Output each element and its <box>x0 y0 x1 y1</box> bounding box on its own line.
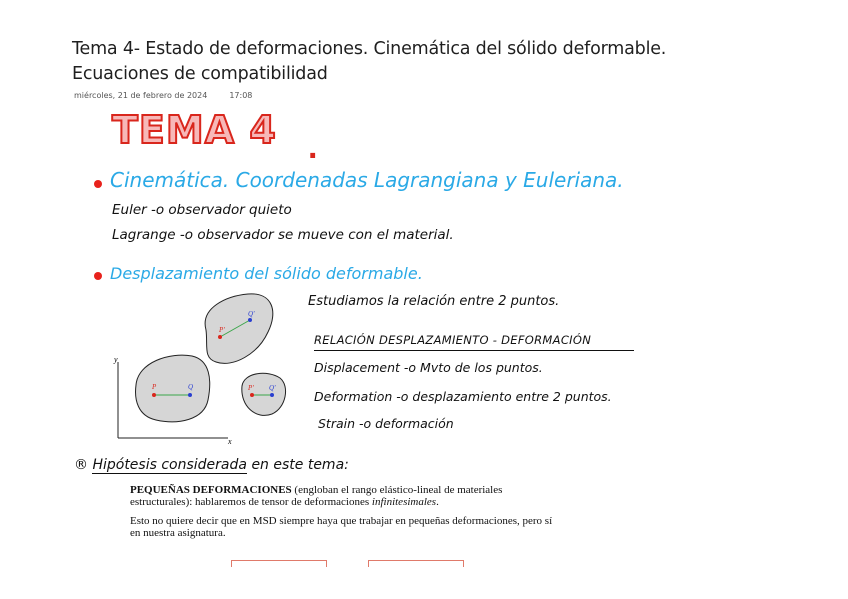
point-q-deformed-label: Q' <box>248 310 255 318</box>
page-title-line1: Tema 4- Estado de deformaciones. Cinemática del sólido deformable. <box>72 39 667 59</box>
page-title <box>72 37 666 87</box>
tema-heading-dot: . <box>308 128 318 166</box>
clip-para1-italic: infinitesimales <box>371 496 437 508</box>
point-q-prime-label: Q' <box>269 384 276 392</box>
bottom-box-right <box>368 560 464 567</box>
section-cinematica-title: Cinemática. Coordenadas Lagrangiana y Euleriana. <box>110 168 624 192</box>
clip-para1-b: estructurales): hablaremos de tensor de deformaciones <box>130 496 372 508</box>
section-desplazamiento-title: Desplazamiento del sólido deformable. <box>110 264 423 283</box>
hypothesis-line <box>74 457 349 473</box>
point-q-label: Q <box>188 383 194 391</box>
deformed-body <box>205 294 273 364</box>
relation-heading: RELACIÓN DESPLAZAMIENTO - DEFORMACIÓN <box>314 333 592 347</box>
displacement-note: Displacement -o Mvto de los puntos. <box>314 360 543 375</box>
strain-note: Strain -o deformación <box>318 416 454 431</box>
original-body <box>136 355 210 422</box>
hypothesis-rest: en este tema: <box>251 457 349 473</box>
deformation-note: Deformation -o desplazamiento entre 2 puntos. <box>314 389 612 404</box>
point-p-deformed-label: P' <box>219 326 225 334</box>
translated-body <box>242 373 286 415</box>
page-date: miércoles, 21 de febrero de 2024 <box>74 91 208 100</box>
relation-heading-underline <box>314 350 634 351</box>
lagrange-note: Lagrange -o observador se mueve con el material. <box>112 227 454 243</box>
clip-para2-b: en nuestra asignatura. <box>130 527 226 539</box>
bottom-box-left <box>231 560 327 567</box>
point-q-deformed <box>248 318 252 322</box>
page-title-line2: Ecuaciones de compatibilidad <box>72 64 328 84</box>
hypothesis-marker-icon: ® <box>74 457 88 473</box>
hypothesis-title: Hipótesis considerada <box>92 457 247 473</box>
euler-note: Euler -o observador quieto <box>112 202 292 218</box>
y-axis-label: y <box>114 355 118 364</box>
point-p-label: P <box>152 383 157 391</box>
x-axis-label: x <box>228 437 232 446</box>
clip-para2-a: Esto no quiere decir que en MSD siempre haya que trabajar en pequeñas deformaciones, pero sí <box>130 515 553 527</box>
clip-para1-line2 <box>130 496 600 508</box>
bullet-icon <box>94 272 102 280</box>
small-deformations-clip <box>130 484 600 539</box>
deformation-diagram <box>108 290 298 450</box>
point-q <box>188 393 192 397</box>
point-q-prime <box>270 393 274 397</box>
page-time: 17:08 <box>229 91 253 100</box>
relation-intro: Estudiamos la relación entre 2 puntos. <box>308 294 560 309</box>
tema-heading: TEMA 4 <box>112 108 277 152</box>
clip-bold-heading: PEQUEÑAS DEFORMACIONES <box>130 484 292 496</box>
point-p-deformed <box>218 335 222 339</box>
point-p <box>152 393 156 397</box>
clip-para1-end: . <box>436 496 439 508</box>
point-p-prime <box>250 393 254 397</box>
clip-para1-a: (engloban el rango elástico-lineal de materiales <box>291 484 503 496</box>
clip-para1 <box>130 484 600 496</box>
bullet-icon <box>94 180 102 188</box>
page-timestamp <box>74 91 252 100</box>
point-p-prime-label: P' <box>248 384 254 392</box>
